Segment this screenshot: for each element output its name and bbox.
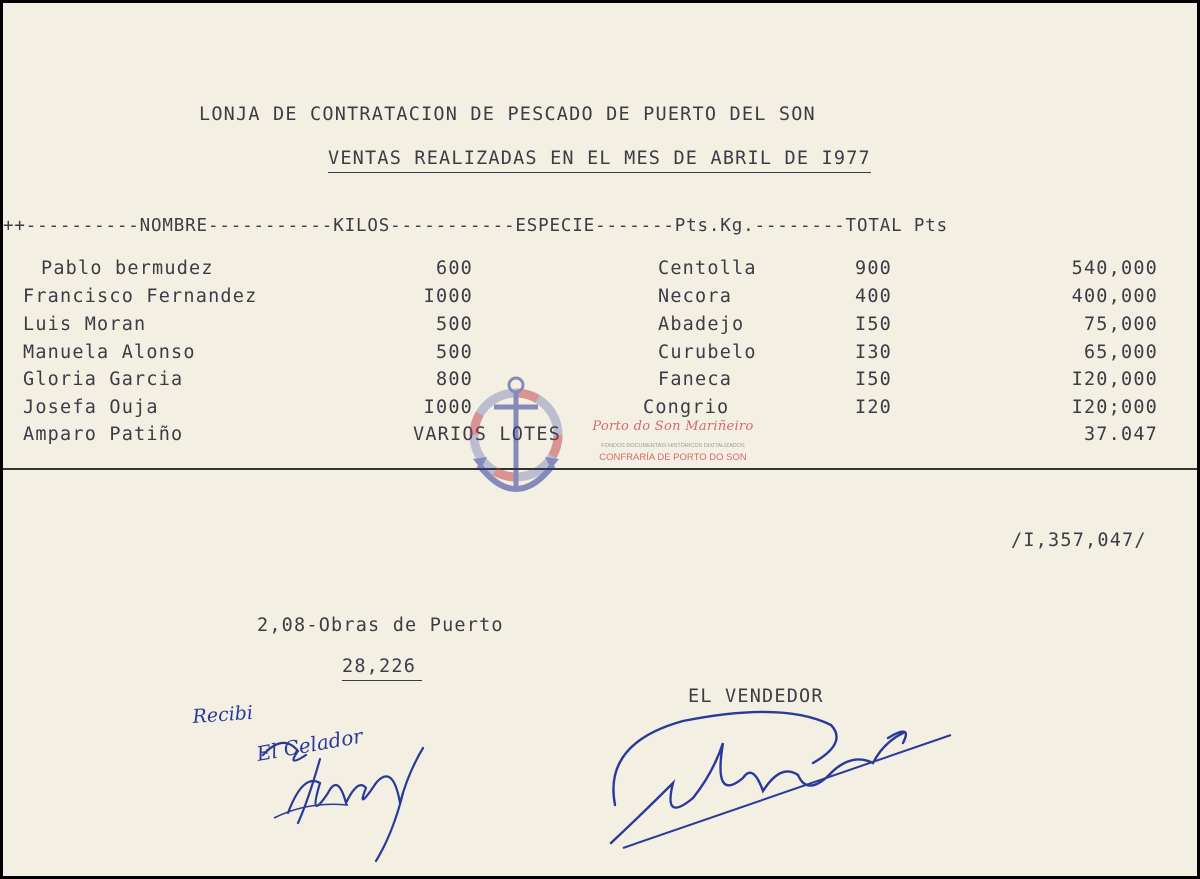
- document-page: [3, 3, 1197, 876]
- cell-nombre: Manuela Alonso: [23, 342, 196, 363]
- cell-kilos: 600: [435, 258, 473, 279]
- vendedor-label: EL VENDEDOR: [688, 686, 824, 707]
- cell-total: 400,000: [1071, 286, 1158, 307]
- cell-total: I20;000: [1071, 397, 1158, 418]
- document-subtitle: VENTAS REALIZADAS EN EL MES DE ABRIL DE I977: [328, 148, 871, 173]
- cell-total: I20,000: [1071, 369, 1158, 390]
- cell-nombre: Josefa Ouja: [23, 397, 159, 418]
- cell-nombre: Amparo Patiño: [23, 424, 184, 445]
- cell-pts-kg: I30: [855, 342, 893, 363]
- handwritten-recibi: Recibi: [191, 701, 254, 728]
- cell-total: 75,000: [1083, 314, 1158, 335]
- watermark: [583, 419, 763, 469]
- cell-especie: Abadejo: [658, 314, 745, 335]
- cell-kilos: I000: [423, 397, 473, 418]
- cell-nombre: Gloria Garcia: [23, 369, 184, 390]
- anchor-stamp-icon: [461, 373, 571, 508]
- cell-kilos: 500: [435, 314, 473, 335]
- cell-especie: Centolla: [658, 258, 757, 279]
- obras-label: 2,08-Obras de Puerto: [257, 615, 504, 636]
- cell-total: 37.047: [1083, 424, 1158, 445]
- cell-kilos: VARIOS LOTES: [413, 424, 562, 445]
- cell-total: 65,000: [1083, 342, 1158, 363]
- cell-kilos: 800: [435, 369, 473, 390]
- vendedor-signature: [603, 703, 963, 853]
- grand-total: /I,357,047/: [1011, 530, 1147, 551]
- cell-kilos: 500: [435, 342, 473, 363]
- cell-total: 540,000: [1071, 258, 1158, 279]
- watermark-org: CONFRARÍA DE PORTO DO SON: [599, 452, 747, 463]
- cell-nombre: Pablo bermudez: [41, 258, 214, 279]
- obras-value: 28,226: [342, 656, 422, 681]
- cell-especie: Curubelo: [658, 342, 757, 363]
- table-header-line: ++----------NOMBRE-----------KILOS-----------ESPECIE-------Pts.Kg.--------TOTAL Pts: [3, 216, 949, 236]
- cell-pts-kg: 400: [855, 286, 893, 307]
- celador-signature: [188, 693, 448, 868]
- cell-nombre: Francisco Fernandez: [23, 286, 258, 307]
- cell-nombre: Luis Moran: [23, 314, 147, 335]
- cell-kilos: I000: [423, 286, 473, 307]
- handwritten-celador: El Celador: [254, 723, 365, 766]
- cell-pts-kg: I50: [855, 314, 893, 335]
- cell-especie: Congrio: [643, 397, 730, 418]
- cell-especie: Faneca: [658, 369, 733, 390]
- cell-especie: Necora: [658, 286, 733, 307]
- watermark-title: Porto do Son Mariñeiro: [592, 419, 754, 434]
- document-title: LONJA DE CONTRATACION DE PESCADO DE PUERTO DEL SON: [199, 104, 816, 125]
- cell-pts-kg: I20: [855, 397, 893, 418]
- watermark-subtitle: FONDOS DOCUMENTAIS HISTÓRICOS DIXITALIZADOS: [601, 443, 745, 449]
- cell-pts-kg: 900: [855, 258, 893, 279]
- cell-pts-kg: I50: [855, 369, 893, 390]
